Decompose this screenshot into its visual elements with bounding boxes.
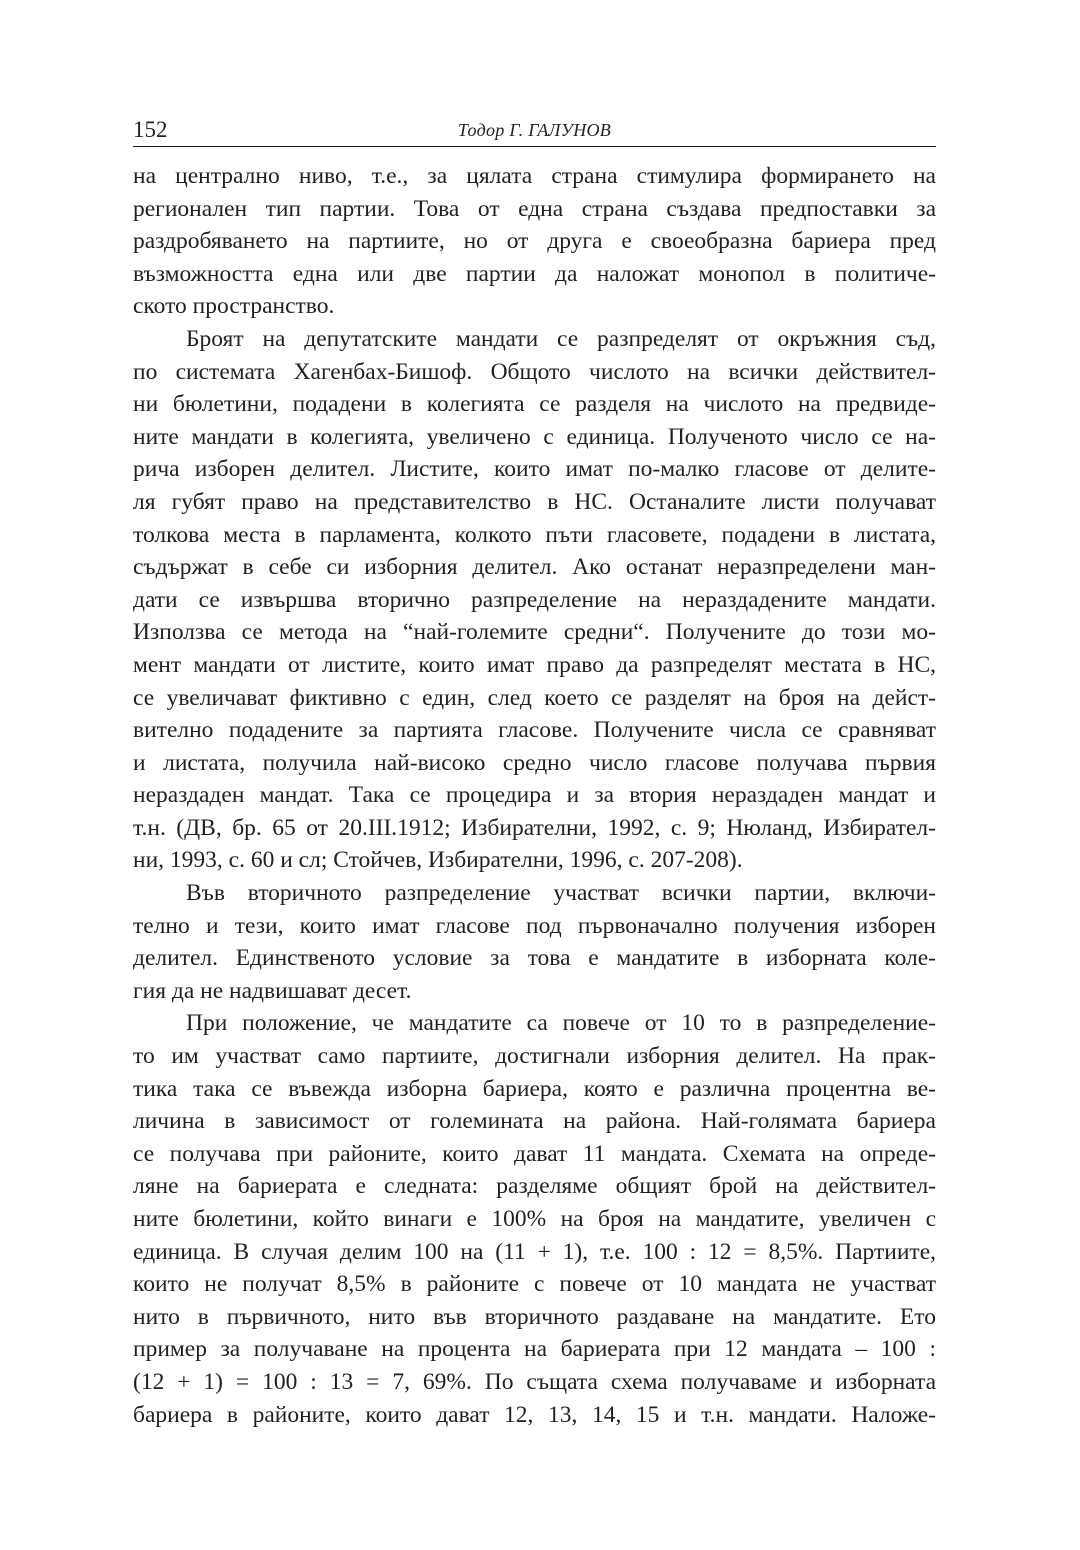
paragraph-4 [133, 1007, 936, 1431]
text-line: телно и тези, които имат гласове под първоначално получения изборен [133, 912, 936, 939]
text-line: гия да не надвишават десет. [133, 977, 412, 1004]
text-line: Използва се метода на “най-големите средни“. Получените до този мо- [133, 619, 936, 646]
text-line: които не получат 8,5% в районите с повече от 10 мандата не участват [133, 1271, 936, 1298]
text-line: мент мандати от листите, които имат право да разпределят местата в НС, [133, 651, 936, 678]
text-line: съдържат в себе си изборния делител. Ако останат неразпределени ман- [133, 554, 936, 581]
text-line: ни, 1993, с. 60 и сл; Стойчев, Избирателни, 1996, с. 207-208). [133, 847, 743, 874]
text-line: ляне на бариерата е следната: разделяме общият брой на действител- [133, 1173, 936, 1200]
body-text [133, 160, 936, 1431]
text-line: регионален тип партии. Това от една страна създава предпоставки за [133, 195, 936, 222]
text-line: рича изборен делител. Листите, които имат по-малко гласове от делите- [133, 456, 936, 483]
text-line: на централно ниво, т.е., за цялата страна стимулира формирането на [133, 163, 936, 189]
text-line: При положение, че мандатите са повече от 10 то в разпределение- [186, 1010, 936, 1037]
running-head [133, 116, 936, 147]
text-line: по системата Хагенбах-Бишоф. Общото числото на всички действител- [133, 358, 936, 385]
text-line: възможността една или две партии да наложат монопол в политиче- [133, 260, 936, 287]
text-line: вително подадените за партията гласове. Получените числа се сравняват [133, 717, 936, 744]
running-title: Тодор Г. ГАЛУНОВ [457, 120, 612, 140]
text-line: се получава при районите, които дават 11 мандата. Схемата на опреде- [133, 1140, 936, 1167]
text-line: (12 + 1) = 100 : 13 = 7, 69%. По същата схема получаваме и изборната [133, 1368, 936, 1395]
paragraph-3 [133, 877, 936, 1007]
text-line: и листата, получила най-високо средно число гласове получава първия [133, 749, 936, 776]
paragraph-2 [133, 323, 936, 877]
text-line: то им участват само партиите, достигнали изборния делител. На прак- [133, 1043, 936, 1070]
text-line: дати се извършва вторично разпределение на нераздадените мандати. [133, 586, 936, 613]
text-line: толкова места в парламента, колкото пъти гласовете, подадени в листата, [133, 521, 936, 548]
text-line: бариера в районите, които дават 12, 13, 14, 15 и т.н. мандати. Наложе- [133, 1401, 936, 1428]
text-line: Броят на депутатските мандати се разпределят от окръжния съд, [186, 325, 936, 352]
text-line: раздробяването на партиите, но от друга е своеобразна бариера пред [133, 228, 936, 255]
text-line: ните мандати в колегията, увеличено с единица. Полученото число се на- [133, 423, 936, 450]
text-line: нераздаден мандат. Така се процедира и за втория нераздаден мандат и [133, 782, 936, 809]
text-line: ни бюлетини, подадени в колегията се разделя на числото на предвиде- [133, 391, 936, 418]
page-number: 152 [133, 117, 168, 142]
text-line: ля губят право на представителство в НС. Останалите листи получават [133, 488, 936, 515]
text-line: пример за получаване на процента на бариерата при 12 мандата – 100 : [133, 1336, 936, 1363]
text-line: нито в първичното, нито във вторичното раздаване на мандатите. Ето [133, 1303, 936, 1330]
text-line: ското пространство. [133, 293, 335, 320]
text-line: единица. В случая делим 100 на (11 + 1), т.е. 100 : 12 = 8,5%. Партиите, [133, 1238, 936, 1265]
text-line: Във вторичното разпределение участват всички партии, включи- [186, 880, 936, 907]
text-line: делител. Единственото условие за това е мандатите в изборната коле- [133, 945, 936, 972]
text-line: се увеличават фиктивно с един, след което се разделят на броя на дейст- [133, 684, 936, 711]
text-line: тика така се въвежда изборна бариера, която е различна процентна ве- [133, 1075, 936, 1102]
paragraph-1 [133, 160, 936, 323]
text-line: личина в зависимост от големината на района. Най-голямата бариера [133, 1108, 936, 1135]
text-line: ните бюлетини, който винаги е 100% на броя на мандатите, увеличен с [133, 1206, 936, 1232]
text-line: т.н. (ДВ, бр. 65 от 20.III.1912; Избирателни, 1992, с. 9; Нюланд, Избирател- [133, 814, 936, 841]
